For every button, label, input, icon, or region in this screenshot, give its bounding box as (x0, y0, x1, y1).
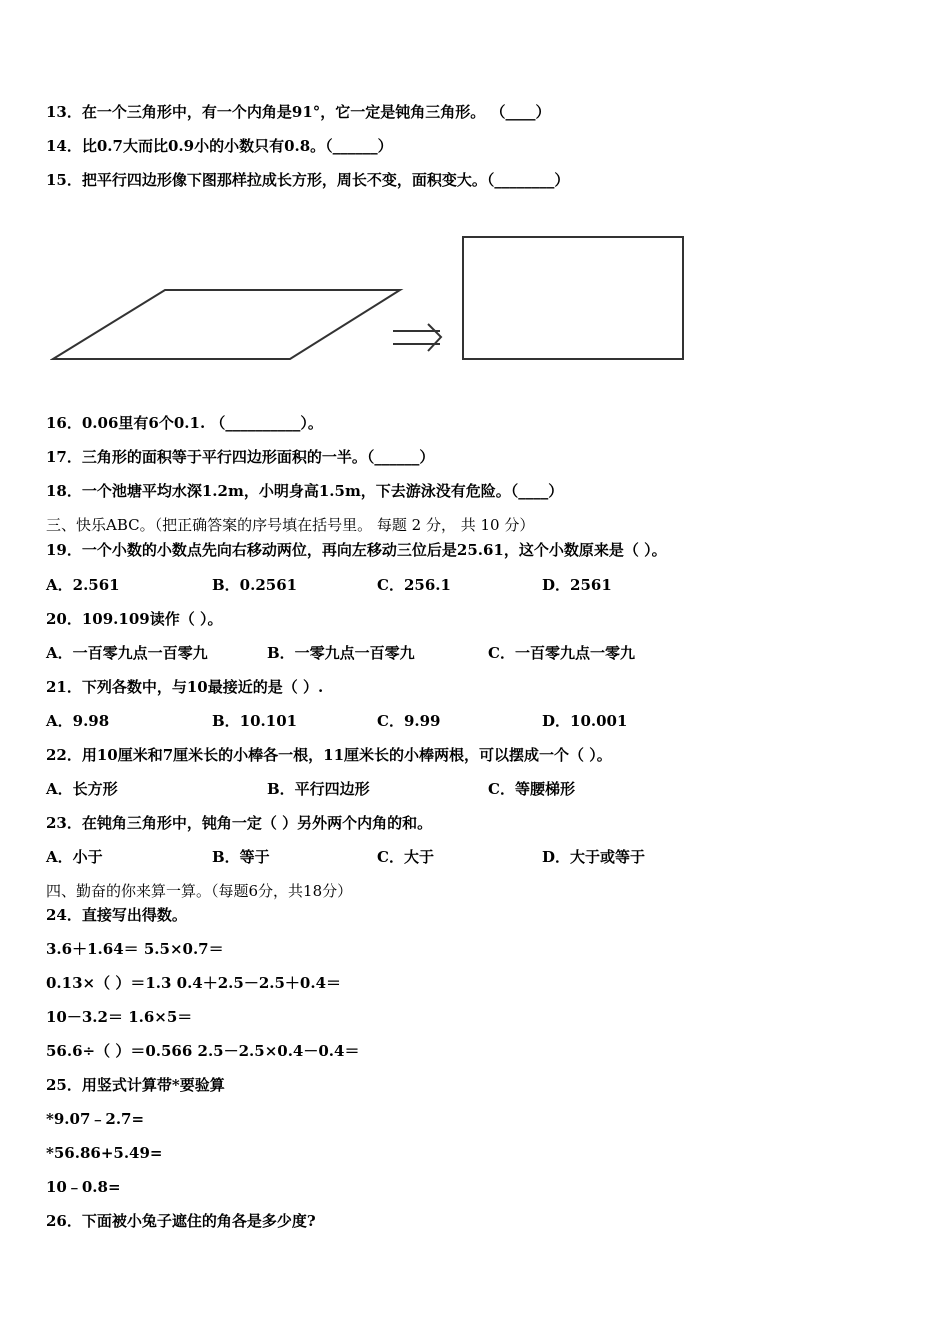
parallelogram-to-rectangle-figure (50, 230, 690, 370)
parallelogram-shape (53, 290, 400, 359)
q19-option-a: A．2.561 (46, 576, 120, 594)
q22-option-c: C．等腰梯形 (488, 780, 575, 798)
rectangle-shape (463, 237, 683, 359)
question-19: 19．一个小数的小数点先向右移动两位，再向左移动三位后是25.61，这个小数原来是（ ）。 (46, 541, 667, 559)
q20-option-b: B．一零九点一百零九 (267, 644, 415, 662)
q24-row-4: 56.6÷（ ）＝0.566 2.5－2.5×0.4－0.4＝ (46, 1042, 360, 1060)
question-24: 24．直接写出得数。 (46, 906, 187, 924)
question-18: 18．一个池塘平均水深1.2m，小明身高1.5m，下去游泳没有危险。（____） (46, 482, 564, 500)
section-4-heading: 四、勤奋的你来算一算。（每题6分，共18分） (46, 882, 353, 900)
q19-option-c: C．256.1 (377, 576, 451, 594)
q25-row-1: *9.07﹣2.7= (46, 1110, 145, 1128)
q22-option-a: A．长方形 (46, 780, 118, 798)
section-3-heading: 三、快乐ABC。（把正确答案的序号填在括号里。 每题 2 分， 共 10 分） (46, 516, 535, 534)
q25-row-3: 10﹣0.8= (46, 1178, 121, 1196)
q23-option-c: C．大于 (377, 848, 434, 866)
q21-option-c: C．9.99 (377, 712, 441, 730)
question-16: 16．0.06里有6个0.1. （__________）。 (46, 414, 323, 432)
q21-option-b: B．10.101 (212, 712, 298, 730)
q23-option-a: A．小于 (46, 848, 103, 866)
q21-option-d: D．10.001 (542, 712, 628, 730)
question-25: 25．用竖式计算带*要验算 (46, 1076, 225, 1094)
q23-option-b: B．等于 (212, 848, 270, 866)
question-21: 21．下列各数中，与10最接近的是（ ）. (46, 678, 324, 696)
q24-row-3: 10－3.2＝ 1.6×5＝ (46, 1008, 193, 1026)
q21-option-a: A．9.98 (46, 712, 110, 730)
q20-option-a: A．一百零九点一百零九 (46, 644, 208, 662)
q19-option-d: D．2561 (542, 576, 612, 594)
question-14: 14．比0.7大而比0.9小的小数只有0.8。（______） (46, 137, 393, 155)
double-arrow-icon (393, 324, 441, 351)
question-15: 15．把平行四边形像下图那样拉成长方形，周长不变，面积变大。（________） (46, 171, 570, 189)
q20-option-c: C．一百零九点一零九 (488, 644, 635, 662)
q25-row-2: *56.86+5.49= (46, 1144, 163, 1162)
q23-option-d: D．大于或等于 (542, 848, 646, 866)
question-22: 22．用10厘米和7厘米长的小棒各一根，11厘米长的小棒两根，可以摆成一个（ ）。 (46, 746, 612, 764)
q19-option-b: B．0.2561 (212, 576, 298, 594)
question-20: 20．109.109读作（ ）。 (46, 610, 223, 628)
q22-option-b: B．平行四边形 (267, 780, 370, 798)
question-23: 23．在钝角三角形中，钝角一定（ ）另外两个内角的和。 (46, 814, 433, 832)
question-17: 17．三角形的面积等于平行四边形面积的一半。（______） (46, 448, 435, 466)
q24-row-2: 0.13×（ ）＝1.3 0.4＋2.5－2.5＋0.4＝ (46, 974, 342, 992)
question-26: 26．下面被小兔子遮住的角各是多少度? (46, 1212, 316, 1230)
q24-row-1: 3.6＋1.64＝ 5.5×0.7＝ (46, 940, 224, 958)
question-13: 13．在一个三角形中，有一个内角是91°，它一定是钝角三角形。 （____） (46, 103, 551, 121)
